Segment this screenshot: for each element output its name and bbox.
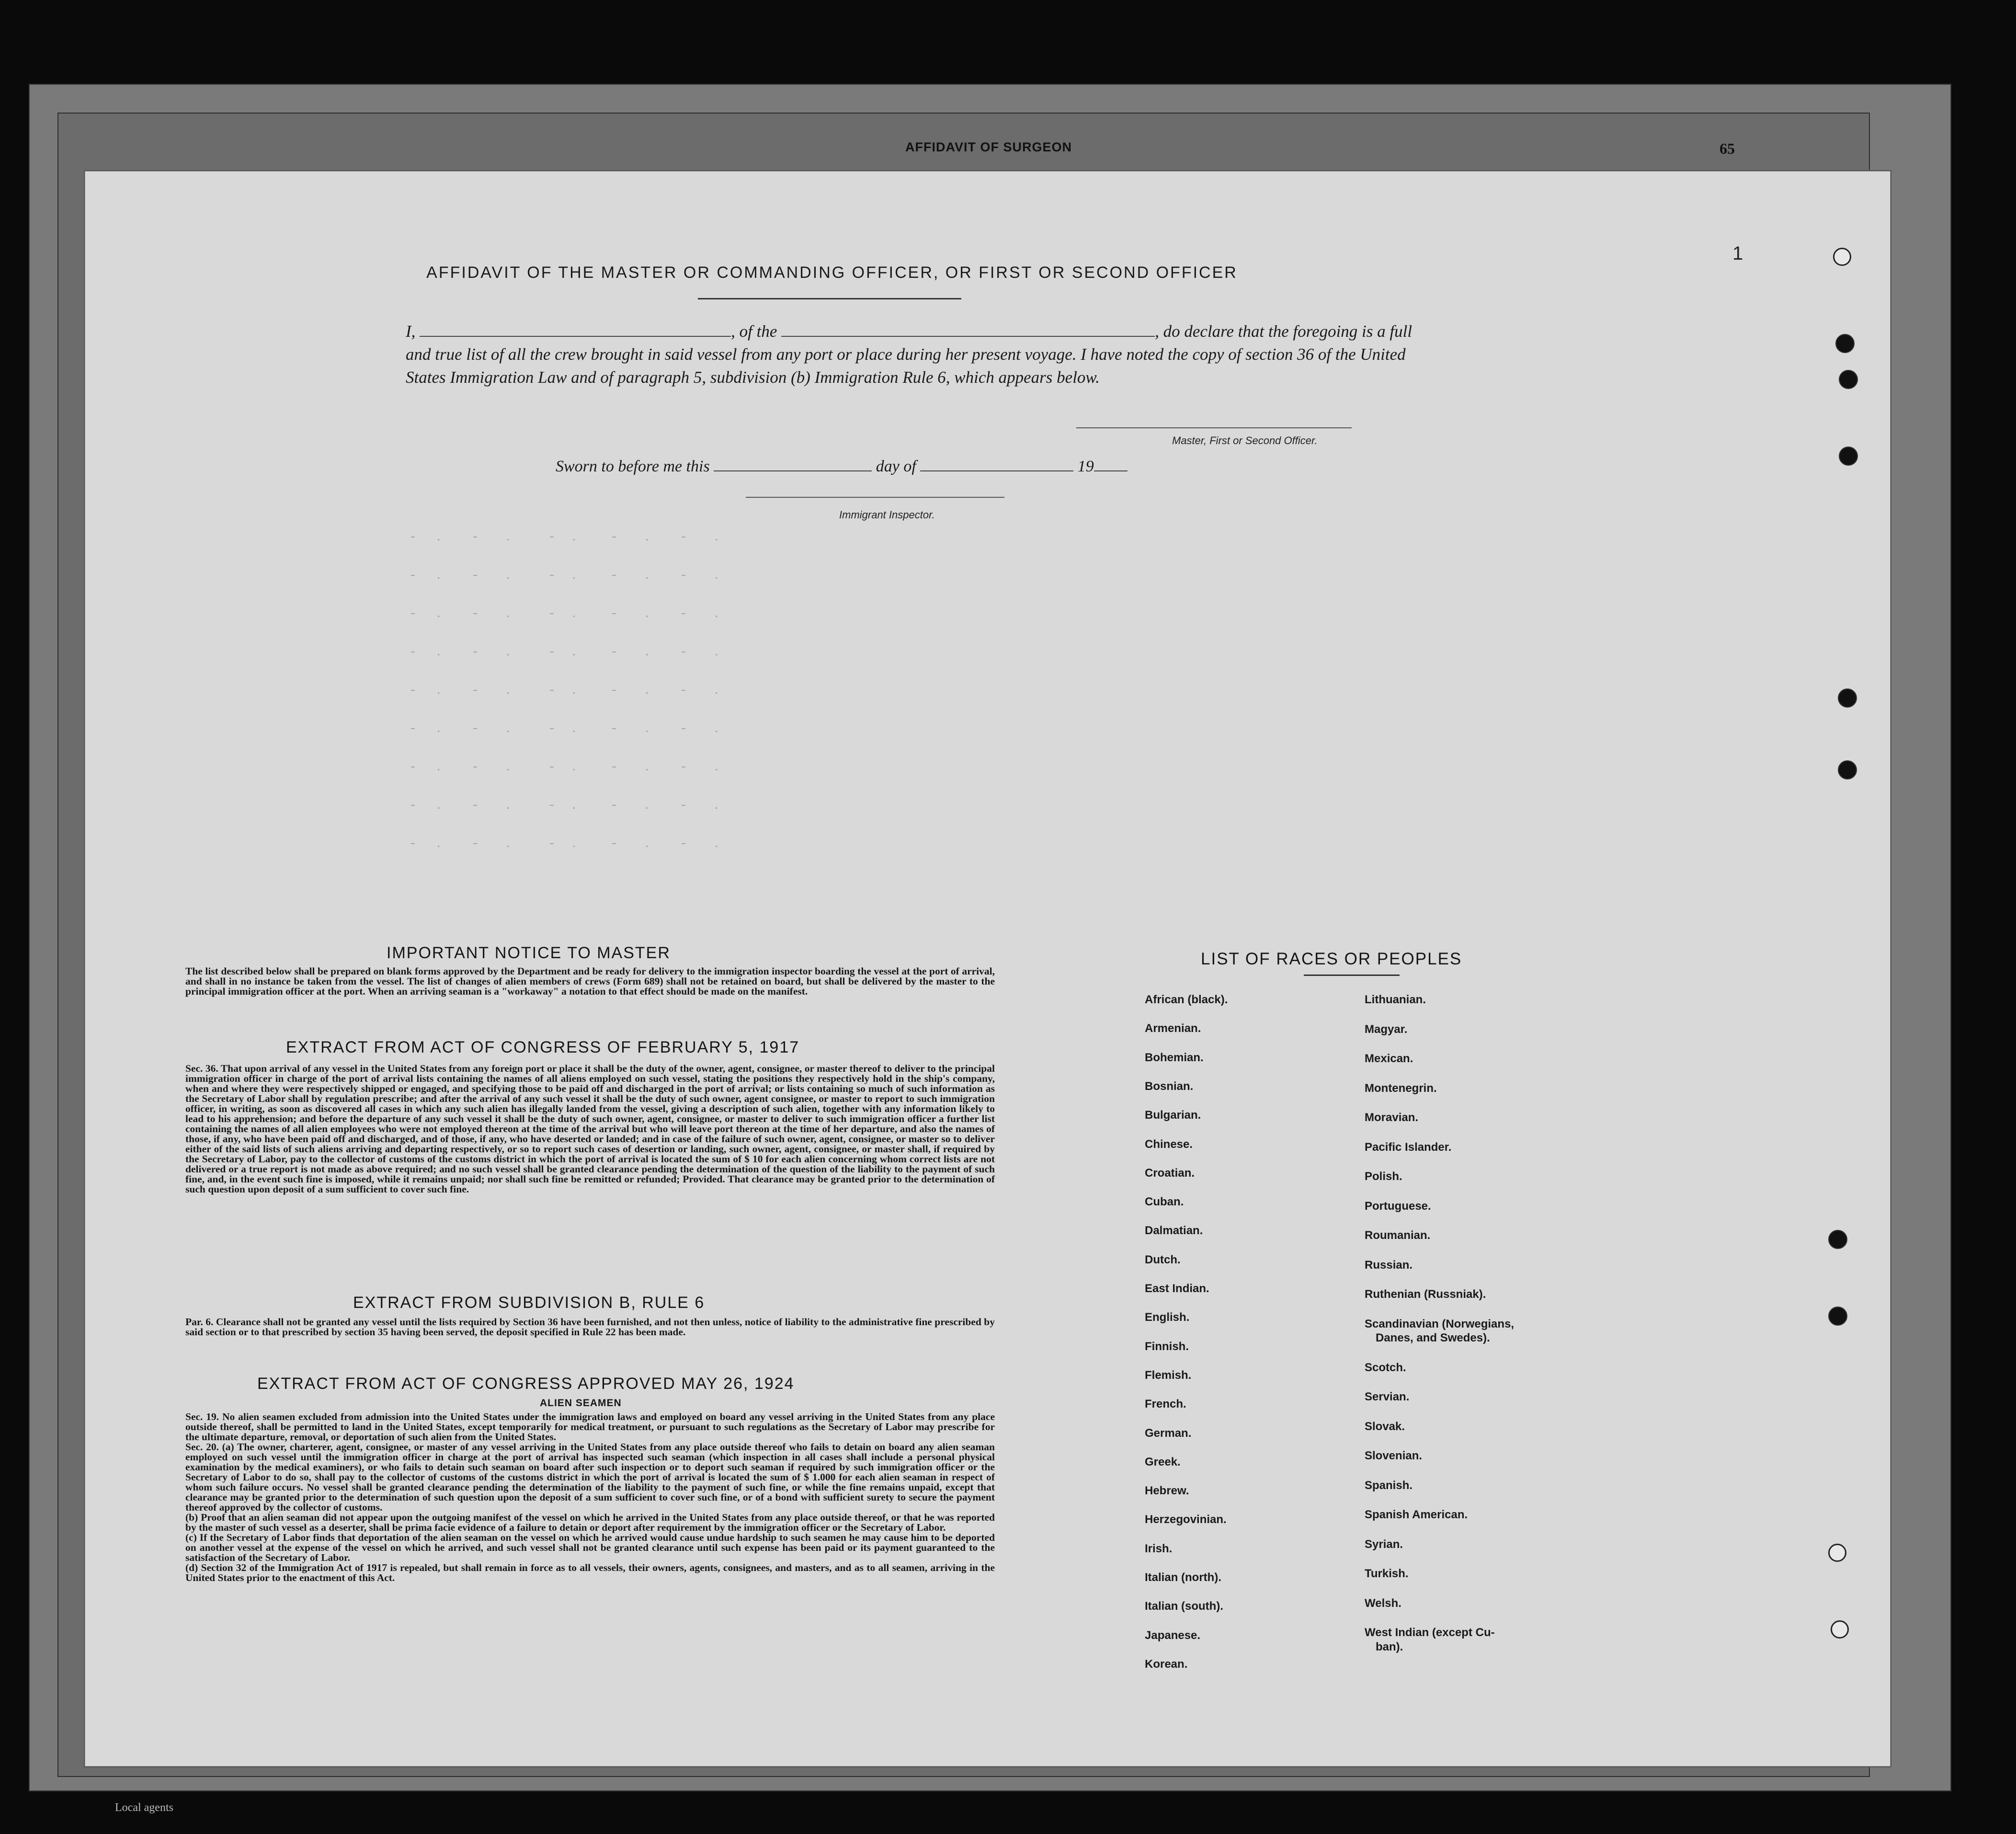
race-list-item: Moravian. — [1365, 1111, 1419, 1124]
race-list-item: Portuguese. — [1365, 1199, 1431, 1213]
sec20d-text: (d) Section 32 of the Immigration Act of 1917 is repealed, but shall remain in force as to all vessels, their owners, agents, consignees, and masters, and as to all seamen, arriving in the United States prior to the enactment of this Act. — [185, 1562, 995, 1583]
race-list-item: Servian. — [1365, 1390, 1410, 1403]
affidavit-of-the: , of the — [731, 322, 777, 341]
race-list-item: Danes, and Swedes). — [1376, 1331, 1490, 1344]
vessel-name-blank[interactable] — [781, 320, 1155, 337]
faint-row-marks: - . - . - . - . - . — [410, 720, 718, 735]
race-list-item: Russian. — [1365, 1258, 1413, 1272]
race-list-item: Finnish. — [1145, 1340, 1189, 1353]
manifest-page — [84, 170, 1891, 1767]
race-list-item: Hebrew. — [1145, 1484, 1189, 1498]
race-list-item: Italian (south). — [1145, 1600, 1223, 1613]
sec20c-text: (c) If the Secretary of Labor finds that deportation of the alien seaman on the vessel on which he arrived would cause undue hardship to such seamen he may cause him to be deported on another vessel at the expense of the vessel on which he arrived, and such vessel shall not be granted clearance until such expense has been paid or its payment guaranteed to the satisfaction of the Secretary of Labor. — [185, 1532, 995, 1563]
signature-label: Master, First or Second Officer. — [1172, 435, 1318, 447]
race-list-item: Scandinavian (Norwegians, — [1365, 1317, 1515, 1330]
race-list-item: Armenian. — [1145, 1022, 1201, 1035]
officer-name-blank[interactable] — [420, 320, 731, 337]
race-list-item: Syrian. — [1365, 1537, 1403, 1551]
extract-rule6-title: EXTRACT FROM SUBDIVISION B, RULE 6 — [353, 1294, 705, 1312]
race-list-item: ban). — [1376, 1640, 1403, 1653]
race-list-item: Dutch. — [1145, 1253, 1181, 1266]
binder-hole-icon — [1828, 1544, 1846, 1562]
faint-row-marks: - . - . - . - . - . — [410, 528, 718, 544]
sworn-day-blank[interactable] — [714, 456, 872, 471]
notice-title: IMPORTANT NOTICE TO MASTER — [387, 944, 671, 962]
affidavit-body — [406, 320, 1435, 389]
race-list-item: Montenegrin. — [1365, 1081, 1437, 1095]
faint-row-marks: - . - . - . - . - . — [410, 758, 718, 774]
affidavit-declare: , do declare — [1155, 322, 1234, 341]
binder-hole-icon — [1828, 1230, 1847, 1249]
race-list-item: Japanese. — [1145, 1628, 1201, 1642]
sworn-month-blank[interactable] — [920, 456, 1073, 471]
inspector-signature-line[interactable] — [746, 497, 1004, 498]
signature-line[interactable] — [1076, 427, 1352, 428]
binder-hole-icon — [1835, 334, 1855, 353]
race-list-item: Slovak. — [1365, 1420, 1405, 1433]
sec20a-text: Sec. 20. (a) The owner, charterer, agent, consignee, or master of any vessel arriving in the United States from any place outside thereof who fails to detain on board any alien seaman employed on such vessel until the immigration officer in charge at the port of arrival has inspected such seaman (which inspection in all cases shall include a personal physical examination by the medical examiners), or who fails to detain such seaman on board after such inspection or to deport such seaman if required by such immigration officer or the Secretary of Labor to do so, shall pay to the collector of customs of the customs district in which the port of arrival is located the sum of $ 1.000 for each alien seaman in respect of whom such failure occurs. No vessel shall be granted clearance pending the determination of the liability to the payment of such fine, or while the fine remains unpaid, except that clearance may be granted prior to the determination of such question upon the deposit of a sum sufficient to cover such fine, or of a bond with sufficient surety to secure the payment thereof approved by the collector of customs. — [185, 1441, 995, 1513]
underlying-sheet-page-number: 65 — [1720, 140, 1735, 157]
sworn-year-blank[interactable] — [1094, 456, 1128, 471]
affidavit-statement: that the foregoing is a full and true list of all the crew brought in said vessel from any port or place during her present voyage. I have noted the copy of section 36 of the United States Immigration Law and of paragraph 5, subdivision (b) Immigration Rule 6, which appears below. — [406, 322, 1412, 387]
extract-rule6-body: Par. 6. Clearance shall not be granted any vessel until the lists required by Section 36 have been furnished, and not then unless, notice of liability to the administrative fine prescribed by said section or to that prescribed by section 35 having been served, the deposit specified in Rule 22 has been made. — [185, 1316, 995, 1338]
faint-row-marks: - . - . - . - . - . — [410, 796, 718, 812]
race-list-item: Scotch. — [1365, 1361, 1406, 1374]
race-list-item: Bulgarian. — [1145, 1109, 1201, 1122]
extract-1924-subtitle: ALIEN SEAMEN — [540, 1398, 622, 1409]
race-list-item: English. — [1145, 1311, 1190, 1324]
affidavit-title: AFFIDAVIT OF THE MASTER OR COMMANDING OFFICER, OR FIRST OR SECOND OFFICER — [426, 264, 1238, 282]
race-list-item: Mexican. — [1365, 1052, 1413, 1065]
races-title: LIST OF RACES OR PEOPLES — [1201, 950, 1462, 968]
race-list-item: Lithuanian. — [1365, 993, 1426, 1006]
sec20b-text: (b) Proof that an alien seaman did not appear upon the outgoing manifest of the vessel on which he arrived in the United States from any place outside thereof, or that he was reported by the master of such vessel as a deserter, shall be prima facie evidence of a failure to detain or deport after requirement by the immigration officer or the Secretary of Labor. — [185, 1512, 995, 1533]
binder-hole-icon — [1838, 688, 1857, 708]
race-list-item: Dalmatian. — [1145, 1224, 1203, 1238]
race-list-item: Polish. — [1365, 1170, 1402, 1183]
race-list-item: Roumanian. — [1365, 1229, 1431, 1242]
race-list-item: Irish. — [1145, 1542, 1173, 1555]
race-list-item: Magyar. — [1365, 1022, 1408, 1036]
race-list-item: Chinese. — [1145, 1137, 1193, 1151]
binder-hole-icon — [1831, 1620, 1849, 1639]
inspector-label: Immigrant Inspector. — [839, 509, 935, 521]
race-list-item: Bohemian. — [1145, 1051, 1204, 1064]
extract-1917-body: Sec. 36. That upon arrival of any vessel in the United States from any foreign port or place it shall be the duty of the owner, agent, consignee, or master thereof to deliver to the principal immigration officer in charge of the port of arrival lists containing the names of all aliens employed on such vessel, stating the positions they respectively hold in the ship's company, when and where they were respectively shipped or engaged, and specifying those to be paid off and discharged in the port of arrival; or lists containing so much of such information as the Secretary of Labor shall by regulation prescribe; and after the arrival of any such vessel it shall be the duty of such owner, agent consignee, or master to report to such immigration officer, in writing, as soon as discovered all cases in which any such alien has illegally landed from the vessel, giving a description of such alien, together with any information likely to lead to his apprehension; and before the departure of any such vessel it shall be the duty of such owner, agent, consignee, or master to deliver to such immigration officer a further list containing the names of all alien employees who were not employed thereon at the time of the arrival but who will leave port thereon at the time of her departure, and also the names of those, if any, who have been paid off and discharged, and of those, if any, who have deserted or landed; and in case of the failure of such owner, agent, consignee, or master so to deliver either of the said lists of such aliens arriving and departing respectively, or so to report such cases of desertion or landing, such owner, agent, consignee, or master shall, if required by the Secretary of Labor, pay to the collector of customs of the customs district in which the port of arrival is located the sum of $ 10 for each alien concerning whom correct lists are not delivered or a true report is not made as above required; and no such vessel shall be granted clearance pending the determination of the question of the liability to the payment of such fine, and, in the event such fine is imposed, while it remains unpaid; nor shall such fine be remitted or refunded; Provided. That clearance may be granted prior to the determination of such question upon deposit of a sum sufficient to cover such fine. — [185, 1063, 995, 1195]
race-list-item: Cuban. — [1145, 1195, 1184, 1209]
sworn-year: 19 — [1077, 458, 1094, 475]
binder-hole-icon — [1828, 1307, 1847, 1326]
race-list-item: Spanish American. — [1365, 1508, 1468, 1521]
binder-hole-icon — [1838, 760, 1857, 779]
race-list-item: African (black). — [1145, 993, 1228, 1006]
races-title-rule — [1304, 974, 1400, 976]
sworn-prefix: Sworn to before me this — [556, 458, 710, 475]
binder-hole-icon — [1839, 370, 1858, 389]
faint-row-marks: - . - . - . - . - . — [410, 643, 718, 659]
extract-1917-title: EXTRACT FROM ACT OF CONGRESS OF FEBRUARY 5, 1917 — [286, 1038, 800, 1056]
affidavit-title-rule — [698, 298, 961, 299]
sworn-day-of: day of — [876, 458, 916, 475]
faint-row-marks: - . - . - . - . - . — [410, 566, 718, 582]
race-list-item: Turkish. — [1365, 1567, 1409, 1580]
extract-1924-body — [185, 1412, 995, 1583]
race-list-item: West Indian (except Cu- — [1365, 1626, 1495, 1639]
faint-row-marks: - . - . - . - . - . — [410, 681, 718, 697]
race-list-item: Spanish. — [1365, 1479, 1413, 1492]
race-list-item: Greek. — [1145, 1455, 1181, 1468]
race-list-item: Welsh. — [1365, 1596, 1401, 1610]
race-list-item: East Indian. — [1145, 1282, 1209, 1295]
page-number: 1 — [1732, 243, 1743, 264]
race-list-item: Ruthenian (Russniak). — [1365, 1288, 1486, 1301]
extract-1924-title: EXTRACT FROM ACT OF CONGRESS APPROVED MAY 26, 1924 — [257, 1375, 795, 1393]
race-list-item: Korean. — [1145, 1657, 1188, 1671]
race-list-item: Croatian. — [1145, 1166, 1195, 1180]
race-list-item: French. — [1145, 1398, 1186, 1411]
binder-hole-icon — [1839, 447, 1858, 466]
underlying-sheet-bottom-text: Local agents — [115, 1801, 173, 1814]
race-list-item: Flemish. — [1145, 1368, 1192, 1382]
race-list-item: Herzegovinian. — [1145, 1513, 1227, 1526]
underlying-sheet-header: AFFIDAVIT OF SURGEON — [905, 140, 1072, 154]
race-list-item: Italian (north). — [1145, 1571, 1221, 1584]
faint-row-marks: - . - . - . - . - . — [410, 605, 718, 620]
sworn-line — [556, 456, 1128, 476]
affidavit-i: I, — [406, 322, 416, 341]
race-list-item: Pacific Islander. — [1365, 1140, 1452, 1154]
notice-body: The list described below shall be prepared on blank forms approved by the Department and be ready for delivery to the immigration inspector boarding the vessel at the port of arrival, and shall in no instance be taken from the vessel. The list of changes of alien members of crews (Form 689) shall not be retained on board, but shall be delivered by the master to the principal immigration officer at the port. When an arriving seaman is a "workaway" a notation to that effect should be made on the manifest. — [185, 965, 995, 997]
binder-hole-icon — [1833, 248, 1851, 266]
faint-row-marks: - . - . - . - . - . — [410, 835, 718, 850]
race-list-item: Bosnian. — [1145, 1079, 1194, 1093]
race-list-item: German. — [1145, 1426, 1192, 1440]
sec19-text: Sec. 19. No alien seamen excluded from admission into the United States under the immigration laws and employed on board any vessel arriving in the United States from any place outside thereof, shall be permitted to land in the United States, except temporarily for medical treatment, or pursuant to such regulations as the Secretary of Labor may prescribe for the ultimate departure, removal, or deportation of such alien from the United States. — [185, 1411, 995, 1443]
race-list-item: Slovenian. — [1365, 1449, 1423, 1462]
